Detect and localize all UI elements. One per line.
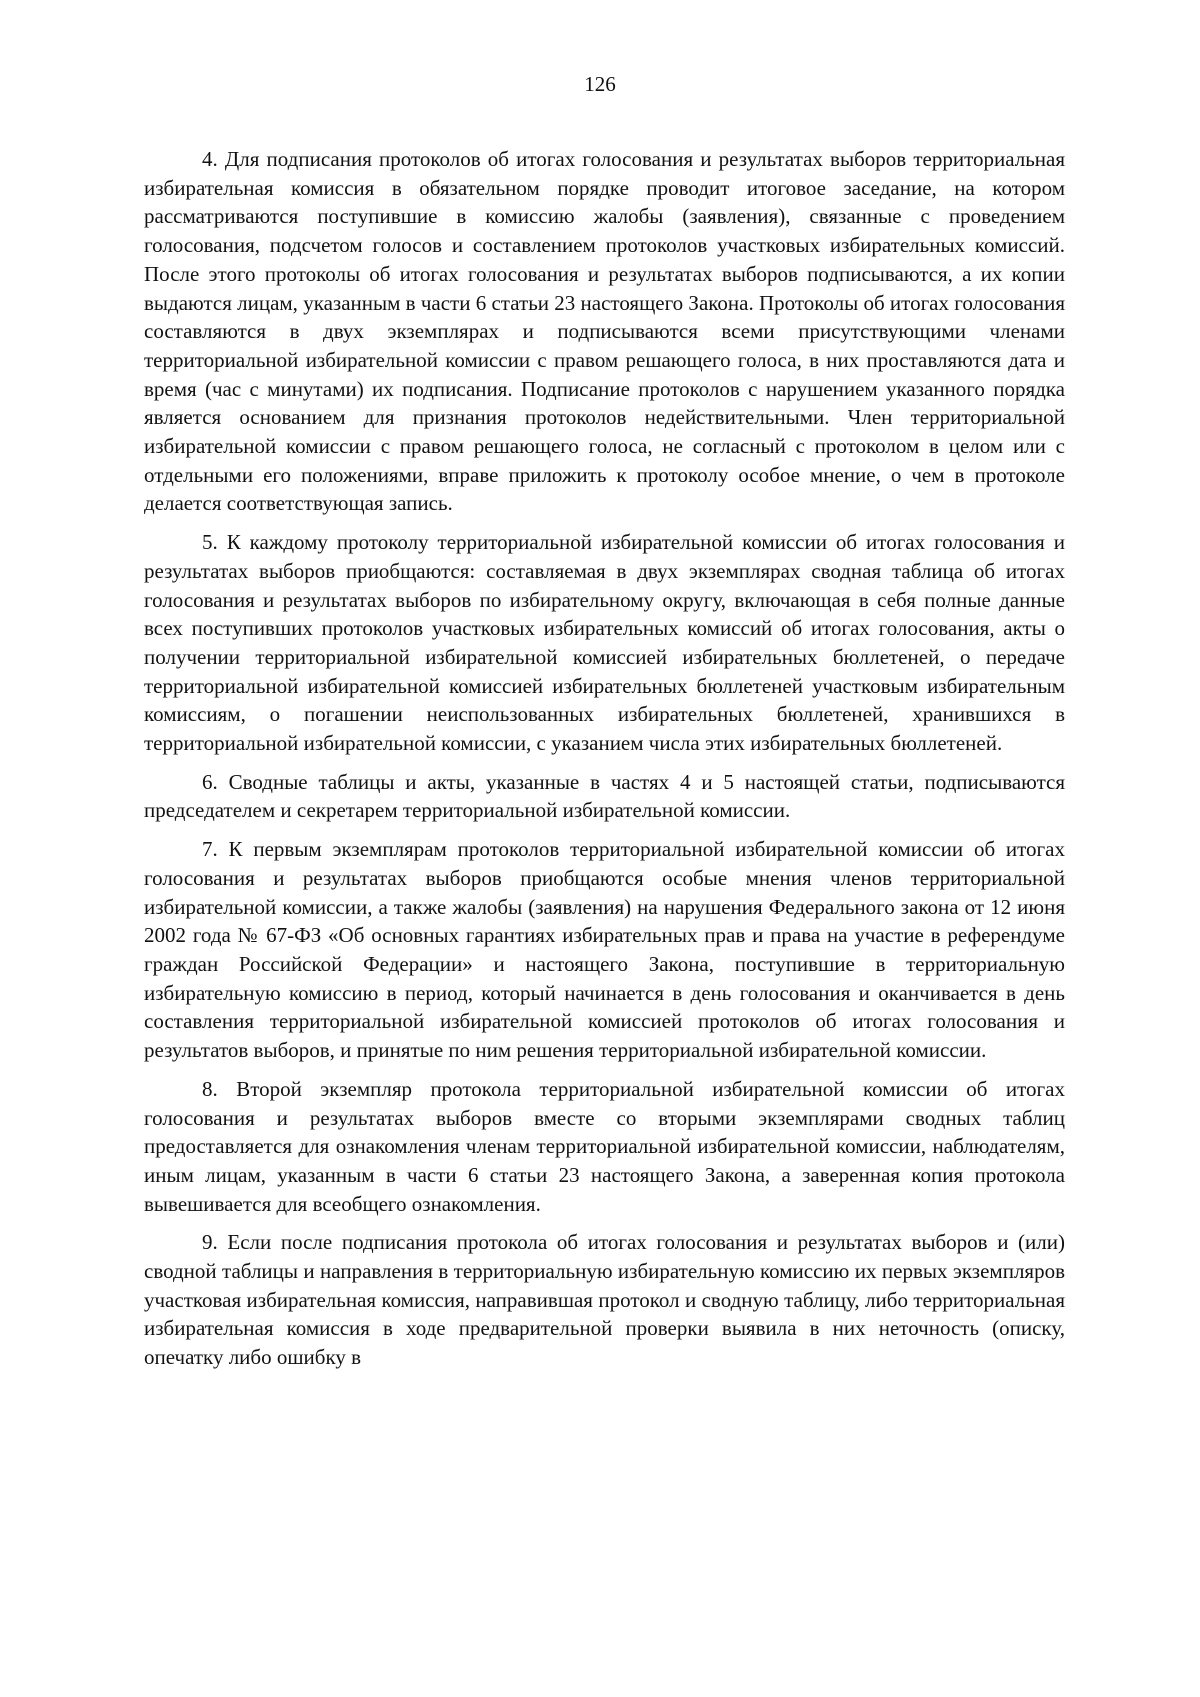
paragraph-7: 7. К первым экземплярам протоколов территориальной избирательной комиссии об итогах голосования и результатах выборов приобщаются особые мнения членов территориальной избирательной комиссии, а также жалобы (заявления) на нарушения Федерального закона от 12 июня 2002 года № 67-ФЗ «Об основных гарантиях избирательных прав и права на участие в референдуме граждан Российской Федерации» и настоящего Закона, поступившие в территориальную избирательную комиссию в период, который начинается в день голосования и оканчивается в день составления территориальной избирательной комиссией протоколов об итогах голосования и результатов выборов, и принятые по ним решения территориальной избирательной комиссии. — [144, 837, 1065, 1063]
paragraph-4: 4. Для подписания протоколов об итогах голосования и результатах выборов территориальная избирательная комиссия в обязательном порядке проводит итоговое заседание, на котором рассматриваются поступившие в комиссию жалобы (заявления), связанные с проведением голосования, подсчетом голосов и составлением протоколов участковых избирательных комиссий. После этого протоколы об итогах голосования и результатах выборов подписываются, а их копии выдаются лицам, указанным в части 6 статьи 23 настоящего Закона. Протоколы об итогах голосования составляются в двух экземплярах и подписываются всеми присутствующими членами территориальной избирательной комиссии с правом решающего голоса, в них проставляются дата и время (час с минутами) их подписания. Подписание протоколов с нарушением указанного порядка является основанием для признания протоколов недействительными. Член территориальной избирательной комиссии с правом решающего голоса, не согласный с протоколом в целом или с отдельными его положениями, вправе приложить к протоколу особое мнение, о чем в протоколе делается соответствующая запись. — [144, 147, 1065, 516]
document-body — [144, 145, 1065, 1382]
paragraph-8: 8. Второй экземпляр протокола территориальной избирательной комиссии об итогах голосования и результатах выборов вместе со вторыми экземплярами сводных таблиц предоставляется для ознакомления членам территориальной избирательной комиссии, наблюдателям, иным лицам, указанным в части 6 статьи 23 настоящего Закона, а заверенная копия протокола вывешивается для всеобщего ознакомления. — [144, 1076, 1065, 1216]
paragraph-6: 6. Сводные таблицы и акты, указанные в частях 4 и 5 настоящей статьи, подписываются председателем и секретарем территориальной избирательной комиссии. — [144, 769, 1065, 823]
paragraph-9: 9. Если после подписания протокола об итогах голосования и результатах выборов и (или) сводной таблицы и направления в территориальную избирательную комиссию их первых экземпляров участковая избирательная комиссия, направившая протокол и сводную таблицу, либо территориальная избирательная комиссия в ходе предварительной проверки выявила в них неточность (описку, опечатку либо ошибку в — [144, 1230, 1065, 1370]
page-number: 126 — [584, 72, 616, 96]
paragraph-5: 5. К каждому протоколу территориальной избирательной комиссии об итогах голосования и результатах выборов приобщаются: составляемая в двух экземплярах сводная таблица об итогах голосования и результатах выборов по избирательному округу, включающая в себя полные данные всех поступивших протоколов участковых избирательных комиссий об итогах голосования, акты о получении территориальной избирательной комиссией избирательных бюллетеней, о передаче территориальной избирательной комиссией избирательных бюллетеней участковым избирательным комиссиям, о погашении неиспользованных избирательных бюллетеней, хранившихся в территориальной избирательной комиссии, с указанием числа этих избирательных бюллетеней. — [144, 530, 1065, 756]
